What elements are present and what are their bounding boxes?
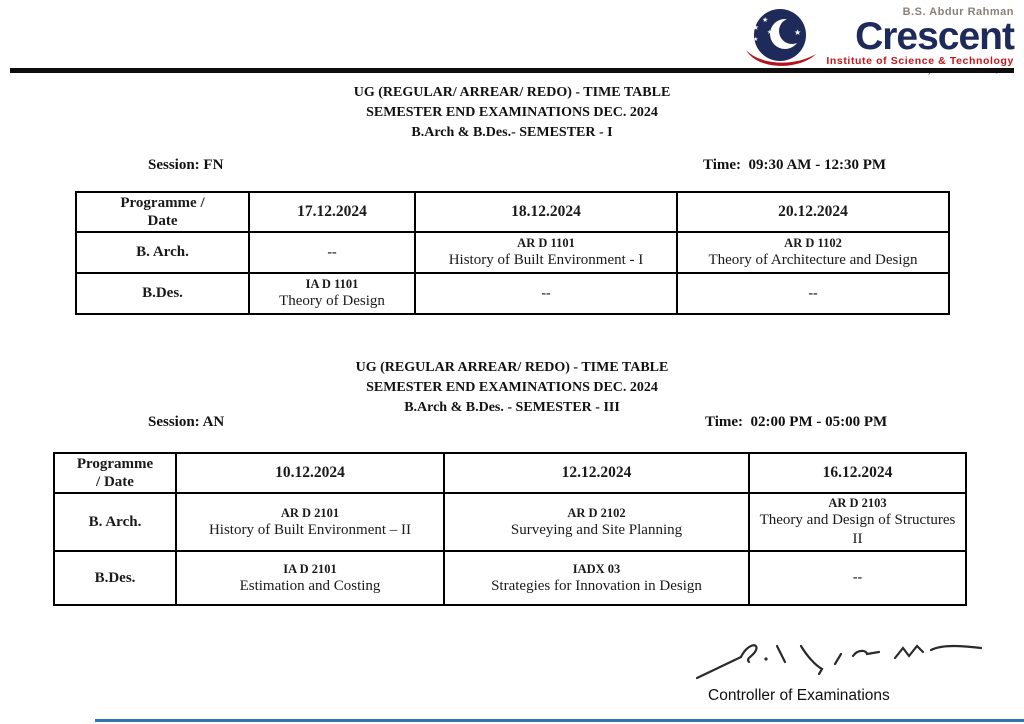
section2-title-line2: SEMESTER END EXAMINATIONS DEC. 2024	[366, 380, 658, 395]
exam-cell	[444, 493, 749, 551]
table-row	[76, 232, 949, 273]
course-title: Theory and Design of Structures II	[759, 512, 956, 547]
section2-session-label: Session: AN	[148, 414, 225, 430]
exam-date: 18.12.2024	[415, 192, 677, 232]
course-code: AR D 1101	[517, 236, 575, 250]
svg-text:★: ★	[762, 16, 769, 24]
exam-cell	[415, 232, 677, 273]
exam-date: 17.12.2024	[249, 192, 415, 232]
programme-label: B.Des.	[76, 273, 249, 314]
brand-institute-line: Institute of Science & Technology	[826, 55, 1014, 67]
svg-text:★: ★	[767, 29, 773, 36]
programme-date-header: Programme / Date	[76, 192, 249, 232]
header-divider-rule	[10, 68, 1014, 73]
signatory-title: Controller of Examinations	[708, 687, 890, 704]
course-code: IADX 03	[572, 561, 621, 576]
section2-title	[0, 358, 1024, 418]
programme-label: B. Arch.	[76, 232, 249, 273]
course-title: Strategies for Innovation in Design	[491, 577, 702, 594]
course-code: AR D 2103	[828, 496, 887, 510]
exam-cell	[176, 493, 444, 551]
section1-title	[0, 83, 1024, 143]
course-title: History of Built Environment - I	[448, 252, 644, 268]
exam-cell	[677, 232, 949, 273]
crescent-logo-icon	[740, 8, 822, 68]
svg-text:★: ★	[794, 28, 802, 37]
footer-accent-line	[95, 719, 1024, 722]
section2-time-label: Time: 02:00 PM - 05:00 PM	[705, 414, 888, 430]
exam-cell	[176, 551, 444, 605]
course-code: IA D 2101	[283, 561, 337, 576]
exam-date: 16.12.2024	[749, 453, 966, 493]
section2-title-line1: UG (REGULAR ARREAR/ REDO) - TIME TABLE	[355, 360, 669, 375]
course-title: Surveying and Site Planning	[510, 521, 683, 538]
course-code: AR D 1102	[784, 236, 842, 250]
brand-name: Crescent	[855, 15, 1014, 58]
section1-session-label: Session: FN	[148, 157, 224, 173]
brand-text-block	[826, 6, 1014, 76]
course-code: AR D 2101	[280, 505, 340, 520]
semester3-timetable	[53, 452, 967, 606]
semester1-timetable	[75, 191, 950, 315]
course-code: AR D 2102	[567, 505, 626, 520]
svg-text:★: ★	[753, 36, 759, 43]
section2-title-line3: B.Arch & B.Des. - SEMESTER - III	[404, 400, 620, 415]
course-title: Theory of Design	[279, 293, 385, 309]
section1-time-label: Time: 09:30 AM - 12:30 PM	[703, 157, 887, 173]
signature-scribble	[695, 632, 985, 682]
table-row	[76, 273, 949, 314]
brand-founder-name: B.S. Abdur Rahman	[902, 6, 1014, 18]
course-title: Estimation and Costing	[239, 577, 381, 594]
exam-cell: --	[415, 273, 677, 314]
course-title: History of Built Environment – II	[208, 521, 412, 538]
course-title: Theory of Architecture and Design	[708, 252, 918, 268]
exam-cell	[749, 493, 966, 551]
programme-date-header: Programme / Date	[54, 453, 176, 493]
table-row	[54, 551, 966, 605]
exam-cell: --	[677, 273, 949, 314]
exam-cell: --	[749, 551, 966, 605]
programme-label: B.Des.	[54, 551, 176, 605]
svg-text:★: ★	[752, 23, 760, 32]
table-header-row	[76, 192, 949, 232]
section1-title-line2: SEMESTER END EXAMINATIONS DEC. 2024	[366, 105, 658, 120]
table-header-row	[54, 453, 966, 493]
exam-cell	[249, 273, 415, 314]
table-row	[54, 493, 966, 551]
exam-date: 10.12.2024	[176, 453, 444, 493]
exam-cell	[444, 551, 749, 605]
programme-label: B. Arch.	[54, 493, 176, 551]
exam-date: 12.12.2024	[444, 453, 749, 493]
exam-cell: --	[249, 232, 415, 273]
institution-brand	[740, 6, 1014, 76]
course-code: IA D 1101	[305, 277, 359, 291]
exam-date: 20.12.2024	[677, 192, 949, 232]
section1-title-line1: UG (REGULAR/ ARREAR/ REDO) - TIME TABLE	[353, 85, 671, 100]
section1-title-line3: B.Arch & B.Des.- SEMESTER - I	[411, 125, 613, 140]
